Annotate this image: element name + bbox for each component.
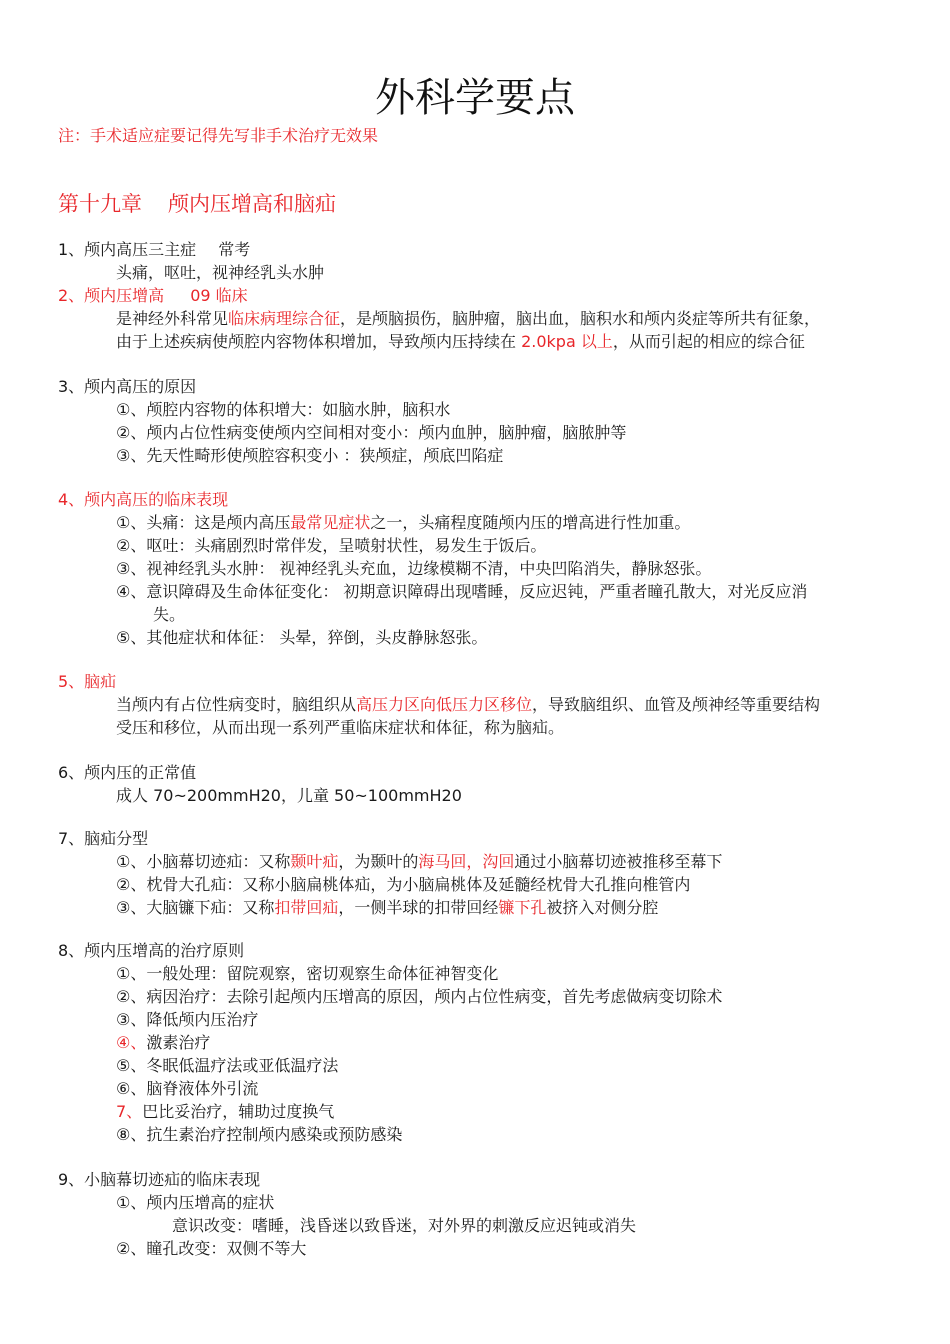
- section-4-item-4: ④、意识障碍及生命体征变化： 初期意识障碍出现嗜睡，反应迟钝，严重者瞳孔散大，对光反应消: [116, 582, 808, 601]
- section-5-heading: 5、脑疝: [58, 672, 117, 691]
- section-8-item-1: ①、一般处理：留院观察，密切观察生命体征神智变化: [116, 964, 499, 983]
- section-4-item-4-continued: 失。: [153, 605, 186, 624]
- section-2-heading: 2、颅内压增高 09 临床: [58, 286, 248, 305]
- section-5-line-1: 当颅内有占位性病变时，脑组织从高压力区向低压力区移位，导致脑组织、血管及颅神经等重要结构: [116, 695, 821, 714]
- section-5-line-2: 受压和移位，从而出现一系列严重临床症状和体征，称为脑疝。: [116, 718, 565, 737]
- document-title: 外科学要点: [375, 75, 575, 121]
- section-4-heading: 4、颅内高压的临床表现: [58, 490, 229, 509]
- chapter-label: 第十九章: [58, 192, 142, 216]
- section-9-heading: 9、小脑幕切迹疝的临床表现: [58, 1170, 261, 1189]
- section-3-item: ②、颅内占位性病变使颅内空间相对变小：颅内血肿，脑肿瘤，脑脓肿等: [116, 423, 627, 442]
- section-7-heading: 7、脑疝分型: [58, 829, 149, 848]
- section-2-line-2: 由于上述疾病使颅腔内容物体积增加，导致颅内压持续在 2.0kpa 以上，从而引起的相应的综合征: [116, 332, 805, 351]
- section-8-item-8: ⑧、抗生素治疗控制颅内感染或预防感染: [116, 1125, 403, 1144]
- section-1-heading: 1、颅内高压三主症 常考: [58, 240, 251, 259]
- section-7-item-3: ③、大脑镰下疝：又称扣带回疝，一侧半球的扣带回经镰下孔被挤入对侧分腔: [116, 898, 659, 917]
- section-1-body: 头痛，呕吐，视神经乳头水肿: [116, 263, 325, 282]
- note: 注：手术适应症要记得先写非手术治疗无效果: [58, 126, 379, 145]
- section-8-item-3: ③、降低颅内压治疗: [116, 1010, 259, 1029]
- section-9-item-1: ①、颅内压增高的症状: [116, 1193, 275, 1212]
- section-4-item-3: ③、视神经乳头水肿： 视神经乳头充血，边缘模糊不清，中央凹陷消失，静脉怒张。: [116, 559, 712, 578]
- section-1-tag: 常考: [218, 240, 251, 259]
- section-4-item-1: ①、头痛：这是颅内高压最常见症状之一，头痛程度随颅内压的增高进行性加重。: [116, 513, 691, 532]
- section-4-item-5: ⑤、其他症状和体征： 头晕，猝倒，头皮静脉怒张。: [116, 628, 488, 647]
- section-2-tag: 09 临床: [190, 286, 248, 305]
- section-8-item-6: ⑥、脑脊液体外引流: [116, 1079, 259, 1098]
- section-3-heading: 3、颅内高压的原因: [58, 377, 197, 396]
- chapter-name: 颅内压增高和脑疝: [168, 192, 336, 216]
- section-8-item-7: 7、巴比妥治疗，辅助过度换气: [116, 1102, 335, 1121]
- section-3-item: ③、先天性畸形使颅腔容积变小 ：狭颅症，颅底凹陷症: [116, 446, 504, 465]
- section-2-line-1: 是神经外科常见临床病理综合征，是颅脑损伤，脑肿瘤，脑出血，脑积水和颅内炎症等所共有征象，: [116, 309, 821, 328]
- section-7-item-1: ①、小脑幕切迹疝：又称颞叶疝，为颞叶的海马回，沟回通过小脑幕切迹被推移至幕下: [116, 852, 723, 871]
- section-9-item-1-detail: 意识改变：嗜睡，浅昏迷以致昏迷，对外界的刺激反应迟钝或消失: [172, 1216, 637, 1235]
- section-8-item-4: ④、激素治疗: [116, 1033, 211, 1052]
- section-6-heading: 6、颅内压的正常值: [58, 763, 197, 782]
- section-3-item: ①、颅腔内容物的体积增大：如脑水肿，脑积水: [116, 400, 451, 419]
- section-6-body: 成人 70~200mmH20，儿童 50~100mmH20: [116, 786, 462, 805]
- chapter-heading: [58, 189, 336, 219]
- section-9-item-2: ②、瞳孔改变：双侧不等大: [116, 1239, 307, 1258]
- section-4-item-2: ②、呕吐：头痛剧烈时常伴发，呈喷射状性，易发生于饭后。: [116, 536, 547, 555]
- section-8-item-2: ②、病因治疗：去除引起颅内压增高的原因，颅内占位性病变，首先考虑做病变切除术: [116, 987, 723, 1006]
- section-8-item-5: ⑤、冬眠低温疗法或亚低温疗法: [116, 1056, 339, 1075]
- section-8-heading: 8、颅内压增高的治疗原则: [58, 941, 245, 960]
- section-7-item-2: ②、枕骨大孔疝：又称小脑扁桃体疝，为小脑扁桃体及延髓经枕骨大孔推向椎管内: [116, 875, 691, 894]
